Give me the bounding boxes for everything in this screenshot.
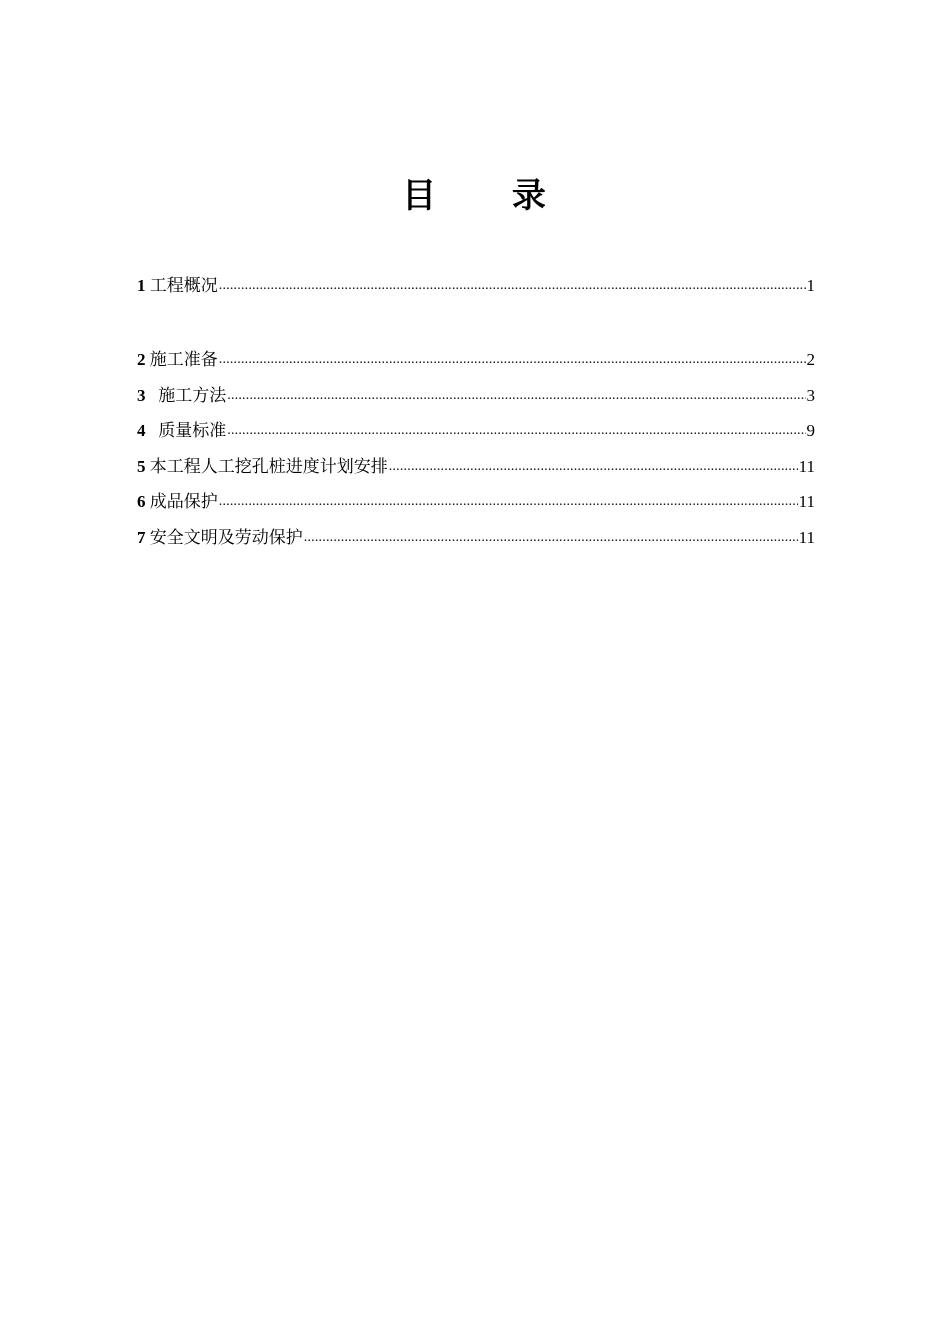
toc-entry-page: 2 — [806, 350, 815, 369]
toc-entry-title: 施工方法 — [158, 386, 227, 406]
toc-entry-title: 工程概况 — [149, 276, 218, 296]
toc-dot-leader — [219, 349, 806, 371]
toc-entry-number: 1 — [137, 276, 146, 295]
toc-dot-leader — [227, 420, 805, 442]
toc-entry-page: 11 — [798, 492, 815, 511]
toc-dot-leader — [219, 275, 806, 297]
toc-entry-title: 安全文明及劳动保护 — [149, 528, 303, 548]
toc-entry[interactable] — [137, 415, 815, 442]
toc-dot-leader — [227, 385, 805, 407]
toc-entry-number: 5 — [137, 457, 146, 476]
toc-dot-leader — [304, 527, 798, 549]
toc-entry-number: 3 — [137, 386, 154, 405]
toc-title: 目 录 — [402, 176, 578, 216]
toc-dot-leader — [389, 456, 798, 478]
toc-entry-page: 3 — [806, 386, 815, 405]
toc-entry-title: 本工程人工挖孔桩进度计划安排 — [149, 457, 388, 477]
toc-entry[interactable] — [137, 451, 815, 478]
toc-entry[interactable] — [137, 522, 815, 549]
toc-entry[interactable] — [137, 344, 815, 371]
toc-entry-number: 4 — [137, 421, 154, 440]
toc-entry-title: 质量标准 — [158, 421, 227, 441]
toc-entry-number: 2 — [137, 350, 146, 369]
toc-entry-title: 施工准备 — [149, 350, 218, 370]
toc-entry-page: 9 — [806, 421, 815, 440]
toc-entry[interactable] — [137, 380, 815, 407]
toc-entry-page: 11 — [798, 528, 815, 547]
toc-entry[interactable] — [137, 270, 815, 297]
toc-entry-title: 成品保护 — [149, 492, 218, 512]
toc-entry-number: 7 — [137, 528, 146, 547]
toc-entry-page: 1 — [806, 276, 815, 295]
toc-dot-leader — [219, 491, 798, 513]
toc-entry[interactable] — [137, 486, 815, 513]
toc-entry-number: 6 — [137, 492, 146, 511]
toc-entry-page: 11 — [798, 457, 815, 476]
